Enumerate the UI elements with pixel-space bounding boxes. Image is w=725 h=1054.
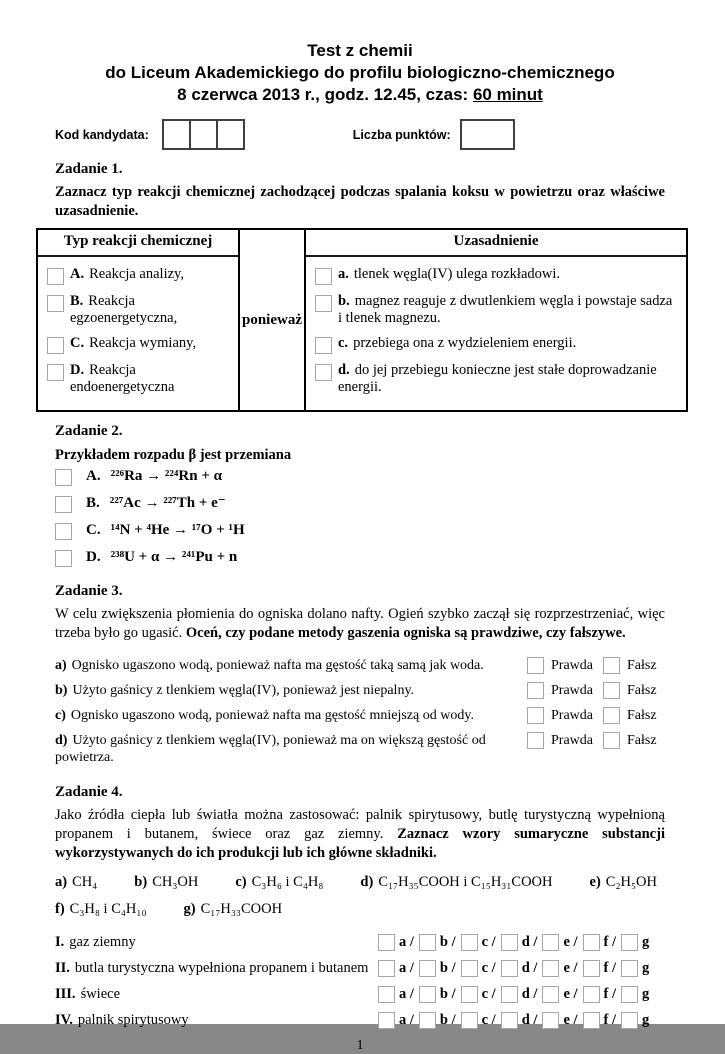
checkbox-III-a[interactable] [378, 986, 395, 1003]
points-box[interactable] [460, 119, 515, 150]
task3-statements [55, 657, 665, 766]
task1-justification-b [315, 293, 678, 327]
item-numeral: I. [55, 934, 65, 950]
task4-intro: Jako źródła ciepła lub światła można zastosować: palnik spirytusowy, butlę turystyczną wypełnioną propanem i butanem, świece oraz gaz ziemny. [55, 807, 665, 842]
option-letter: D. [86, 549, 101, 565]
substance-formula: C₁₇H₃₅COOH i C₁₅H₃₁COOH [378, 874, 553, 890]
item-text: gaz ziemny [69, 934, 136, 950]
duration-underlined: 60 minut [472, 85, 543, 104]
true-label: Prawda [551, 708, 593, 723]
option-text: przebiega ona z wydzieleniem energii. [353, 335, 577, 351]
checkbox-task1-a[interactable] [315, 268, 332, 285]
substance-formula: CH₃OH [152, 874, 199, 890]
task3-statement-a [55, 657, 665, 674]
answer-letter: c / [481, 1012, 496, 1028]
substance-formula: C₂H₅OH [605, 874, 657, 890]
task4-heading: Zadanie 4. [55, 784, 123, 800]
task1-reaction-option-d [47, 362, 230, 396]
answer-letter: e / [563, 934, 578, 950]
answer-letter: e / [563, 960, 578, 976]
checkbox-task1-c[interactable] [315, 337, 332, 354]
task3-heading: Zadanie 3. [55, 583, 123, 599]
decay-equation: ²²⁷Ac → ²²⁷Th + e⁻ [109, 495, 226, 511]
false-label: Fałsz [627, 683, 657, 698]
option-text: do jej przebiegu konieczne jest stałe doprowadzanie energii. [338, 362, 657, 395]
checkbox-false-d[interactable] [603, 732, 620, 749]
substance-g [184, 900, 283, 918]
option-letter: A. [70, 266, 85, 282]
task4-instruction [55, 806, 665, 863]
answer-letter: a / [399, 1012, 414, 1028]
statement-text: Ognisko ugaszono wodą, ponieważ nafta ma gęstość taką samą jak woda. [71, 658, 484, 673]
true-label: Prawda [551, 733, 593, 748]
task1-column-justifications [306, 230, 686, 410]
checkbox-III-f[interactable] [583, 986, 600, 1003]
points-label: Liczba punktów: [352, 127, 451, 142]
checkbox-IV-a[interactable] [378, 1012, 395, 1029]
task2-heading: Zadanie 2. [55, 423, 123, 439]
task1-col1-header: Typ reakcji chemicznej [38, 230, 238, 257]
false-label: Fałsz [627, 658, 657, 673]
checkbox-II-e[interactable] [542, 960, 559, 977]
task1-justification-c [315, 335, 678, 354]
checkbox-task1-C[interactable] [47, 337, 64, 354]
checkbox-true-b[interactable] [527, 682, 544, 699]
checkbox-true-a[interactable] [527, 657, 544, 674]
option-text: tlenek węgla(IV) ulega rozkładowi. [353, 266, 561, 282]
substance-letter: f) [55, 901, 65, 917]
option-text: Reakcja wymiany, [89, 335, 197, 351]
task2-option-B [55, 494, 665, 513]
answer-letter: d / [521, 934, 538, 950]
document-title [55, 40, 665, 106]
option-letter: B. [86, 495, 100, 511]
answer-letter: g [642, 934, 650, 950]
task4-intro-bold: Zaznacz wzory sumaryczne substancji wykorzystywanych do ich produkcji lub ich główne składniki. [55, 826, 665, 861]
task3-statement-c [55, 707, 665, 724]
task1-heading: Zadanie 1. [55, 161, 123, 177]
substance-letter: a) [55, 874, 68, 890]
checkbox-true-c[interactable] [527, 707, 544, 724]
checkbox-III-d[interactable] [501, 986, 518, 1003]
answer-letter: c / [481, 934, 496, 950]
page-number: 1 [356, 1038, 364, 1053]
candidate-code-label: Kod kandydata: [55, 127, 149, 142]
checkbox-task2-A[interactable] [55, 469, 72, 486]
checkbox-II-d[interactable] [501, 960, 518, 977]
substance-letter: d) [360, 874, 374, 890]
task3-intro: W celu zwiększenia płomienia do ogniska dolano nafty. Ogień szybko zaczął się rozprzestrzeniać, więc trzeba było go ugasić. [55, 606, 665, 641]
statement-text: Ognisko ugaszono wodą, ponieważ nafta ma gęstość mniejszą od wody. [70, 708, 474, 723]
checkbox-task2-D[interactable] [55, 550, 72, 567]
task1-reaction-option-a [47, 266, 230, 285]
statement-letter: d) [55, 733, 68, 748]
checkbox-II-f[interactable] [583, 960, 600, 977]
task2-option-A [55, 467, 665, 486]
decay-equation: ²³⁸U + α → ²⁴¹Pu + n [110, 549, 238, 565]
checkbox-III-c[interactable] [461, 986, 478, 1003]
checkbox-true-d[interactable] [527, 732, 544, 749]
task1-instruction: Zaznacz typ reakcji chemicznej zachodzącej podczas spalania koksu w powietrzu oraz właściwe uzasadnienie. [55, 184, 665, 219]
substance-a [55, 873, 97, 891]
answer-letter: a / [399, 960, 414, 976]
title-line-3 [55, 84, 665, 106]
substance-b [134, 873, 198, 891]
answer-letter: e / [563, 986, 578, 1002]
answer-letter: c / [481, 986, 496, 1002]
answer-letter: f / [603, 986, 617, 1002]
checkbox-task1-d[interactable] [315, 364, 332, 381]
answer-letter: a / [399, 934, 414, 950]
substance-formula: C₃H₈ i C₄H₁₀ [69, 901, 147, 917]
option-text: Reakcja endoenergetyczna [70, 362, 175, 395]
statement-text: Użyto gaśnicy z tlenkiem węgla(IV), ponieważ ma on większą gęstość od powietrza. [55, 733, 486, 765]
checkbox-III-g[interactable] [621, 986, 638, 1003]
task1-col3-header: Uzasadnienie [306, 230, 686, 257]
task1-table [36, 228, 688, 412]
true-label: Prawda [551, 683, 593, 698]
substance-d [360, 873, 552, 891]
checkbox-task2-C[interactable] [55, 523, 72, 540]
answer-letter: e / [563, 1012, 578, 1028]
option-text: magnez reaguje z dwutlenkiem węgla i powstaje sadza i tlenek magnezu. [338, 293, 673, 326]
connector-word: ponieważ [242, 311, 302, 328]
substance-f [55, 900, 147, 918]
task2-option-C [55, 521, 665, 540]
checkbox-II-a[interactable] [378, 960, 395, 977]
statement-text: Użyto gaśnicy z tlenkiem węgla(IV), ponieważ jest niepalny. [72, 683, 415, 698]
false-label: Fałsz [627, 733, 657, 748]
substance-formula: CH₄ [72, 874, 98, 890]
task4-answer-grid [55, 934, 665, 1029]
checkbox-II-b[interactable] [419, 960, 436, 977]
option-letter: C. [70, 335, 85, 351]
task1-reaction-option-b [47, 293, 230, 327]
checkbox-IV-e[interactable] [542, 1012, 559, 1029]
task2-options [55, 467, 665, 567]
statement-letter: a) [55, 658, 67, 673]
option-letter: A. [86, 468, 101, 484]
substance-e [590, 873, 657, 891]
task1-column-reaction-types [38, 230, 240, 410]
task4-item-II [55, 960, 665, 977]
answer-letter: d / [521, 960, 538, 976]
decay-equation: ¹⁴N + ⁴He → ¹⁷O + ¹H [110, 522, 245, 538]
task1-connector-cell [240, 230, 306, 410]
task4-item-IV [55, 1012, 665, 1029]
answer-letter: f / [603, 960, 617, 976]
checkbox-task2-B[interactable] [55, 496, 72, 513]
decay-equation: ²²⁶Ra → ²²⁴Rn + α [110, 468, 223, 484]
checkbox-IV-c[interactable] [461, 1012, 478, 1029]
task3-instruction [55, 605, 665, 643]
substance-letter: e) [589, 874, 601, 890]
option-letter: C. [86, 522, 101, 538]
item-numeral: III. [55, 986, 76, 1002]
item-numeral: II. [55, 960, 70, 976]
checkbox-III-e[interactable] [542, 986, 559, 1003]
checkbox-III-b[interactable] [419, 986, 436, 1003]
answer-letter: b / [439, 1012, 456, 1028]
checkbox-I-g[interactable] [621, 934, 638, 951]
info-row [55, 119, 665, 150]
option-letter: a. [338, 266, 349, 282]
task3-statement-d [55, 732, 665, 766]
statement-letter: c) [55, 708, 66, 723]
checkbox-II-g[interactable] [621, 960, 638, 977]
substance-formula: C₃H₆ i C₄H₈ [251, 874, 324, 890]
option-letter: d. [338, 362, 350, 378]
checkbox-task1-B[interactable] [47, 295, 64, 312]
task2-option-D [55, 548, 665, 567]
answer-letter: b / [439, 986, 456, 1002]
title-line-1: Test z chemii [307, 41, 413, 60]
checkbox-IV-g[interactable] [621, 1012, 638, 1029]
answer-letter: f / [603, 934, 617, 950]
true-label: Prawda [551, 658, 593, 673]
checkbox-I-f[interactable] [583, 934, 600, 951]
statement-letter: b) [55, 683, 68, 698]
checkbox-II-c[interactable] [461, 960, 478, 977]
substance-letter: b) [134, 874, 148, 890]
answer-letter: g [642, 986, 650, 1002]
option-letter: b. [338, 293, 350, 309]
checkbox-false-c[interactable] [603, 707, 620, 724]
item-numeral: IV. [55, 1012, 73, 1028]
answer-letter: c / [481, 960, 496, 976]
task1-justification-d [315, 362, 678, 396]
item-text: palnik spirytusowy [77, 1012, 189, 1028]
task3-statement-b [55, 682, 665, 699]
checkbox-I-d[interactable] [501, 934, 518, 951]
answer-letter: d / [521, 986, 538, 1002]
task3-intro-bold: Oceń, czy podane metody gaszenia ogniska są prawdziwe, czy fałszywe. [185, 625, 626, 641]
substance-formula: C₁₇H₃₃COOH [200, 901, 283, 917]
answer-letter: b / [439, 934, 456, 950]
checkbox-task1-A[interactable] [47, 268, 64, 285]
answer-letter: d / [521, 1012, 538, 1028]
answer-letter: a / [399, 986, 414, 1002]
substance-letter: g) [183, 901, 196, 917]
substance-c [235, 873, 323, 891]
checkbox-task1-D[interactable] [47, 364, 64, 381]
candidate-code-cell-2[interactable] [191, 121, 218, 148]
answer-letter: g [642, 960, 650, 976]
task1-reaction-option-c [47, 335, 230, 354]
option-letter: c. [338, 335, 349, 351]
answer-letter: g [642, 1012, 650, 1028]
checkbox-I-e[interactable] [542, 934, 559, 951]
item-text: świece [80, 986, 121, 1002]
task2-instruction: Przykładem rozpadu β jest przemiana [55, 447, 292, 463]
checkbox-false-a[interactable] [603, 657, 620, 674]
option-letter: D. [70, 362, 85, 378]
task4-item-I [55, 934, 665, 951]
option-letter: B. [70, 293, 84, 309]
candidate-code-boxes [162, 119, 245, 150]
checkbox-false-b[interactable] [603, 682, 620, 699]
option-text: Reakcja egzoenergetyczna, [70, 293, 178, 326]
answer-letter: f / [603, 1012, 617, 1028]
checkbox-IV-d[interactable] [501, 1012, 518, 1029]
task4-substance-list [55, 873, 665, 918]
candidate-code-cell-3[interactable] [218, 121, 243, 148]
title-line-3-prefix: 8 czerwca 2013 r., godz. 12.45, czas: [177, 85, 473, 104]
substance-letter: c) [235, 874, 247, 890]
checkbox-IV-b[interactable] [419, 1012, 436, 1029]
option-text: Reakcja analizy, [89, 266, 184, 282]
task1-justification-a [315, 266, 678, 285]
item-text: butla turystyczna wypełniona propanem i butanem [74, 960, 369, 976]
checkbox-I-b[interactable] [419, 934, 436, 951]
false-label: Fałsz [627, 708, 657, 723]
checkbox-task1-b[interactable] [315, 295, 332, 312]
candidate-code-cell-1[interactable] [164, 121, 191, 148]
checkbox-I-a[interactable] [378, 934, 395, 951]
checkbox-I-c[interactable] [461, 934, 478, 951]
title-line-2: do Liceum Akademickiego do profilu biologiczno-chemicznego [105, 63, 615, 82]
checkbox-IV-f[interactable] [583, 1012, 600, 1029]
answer-letter: b / [439, 960, 456, 976]
task4-item-III [55, 986, 665, 1003]
